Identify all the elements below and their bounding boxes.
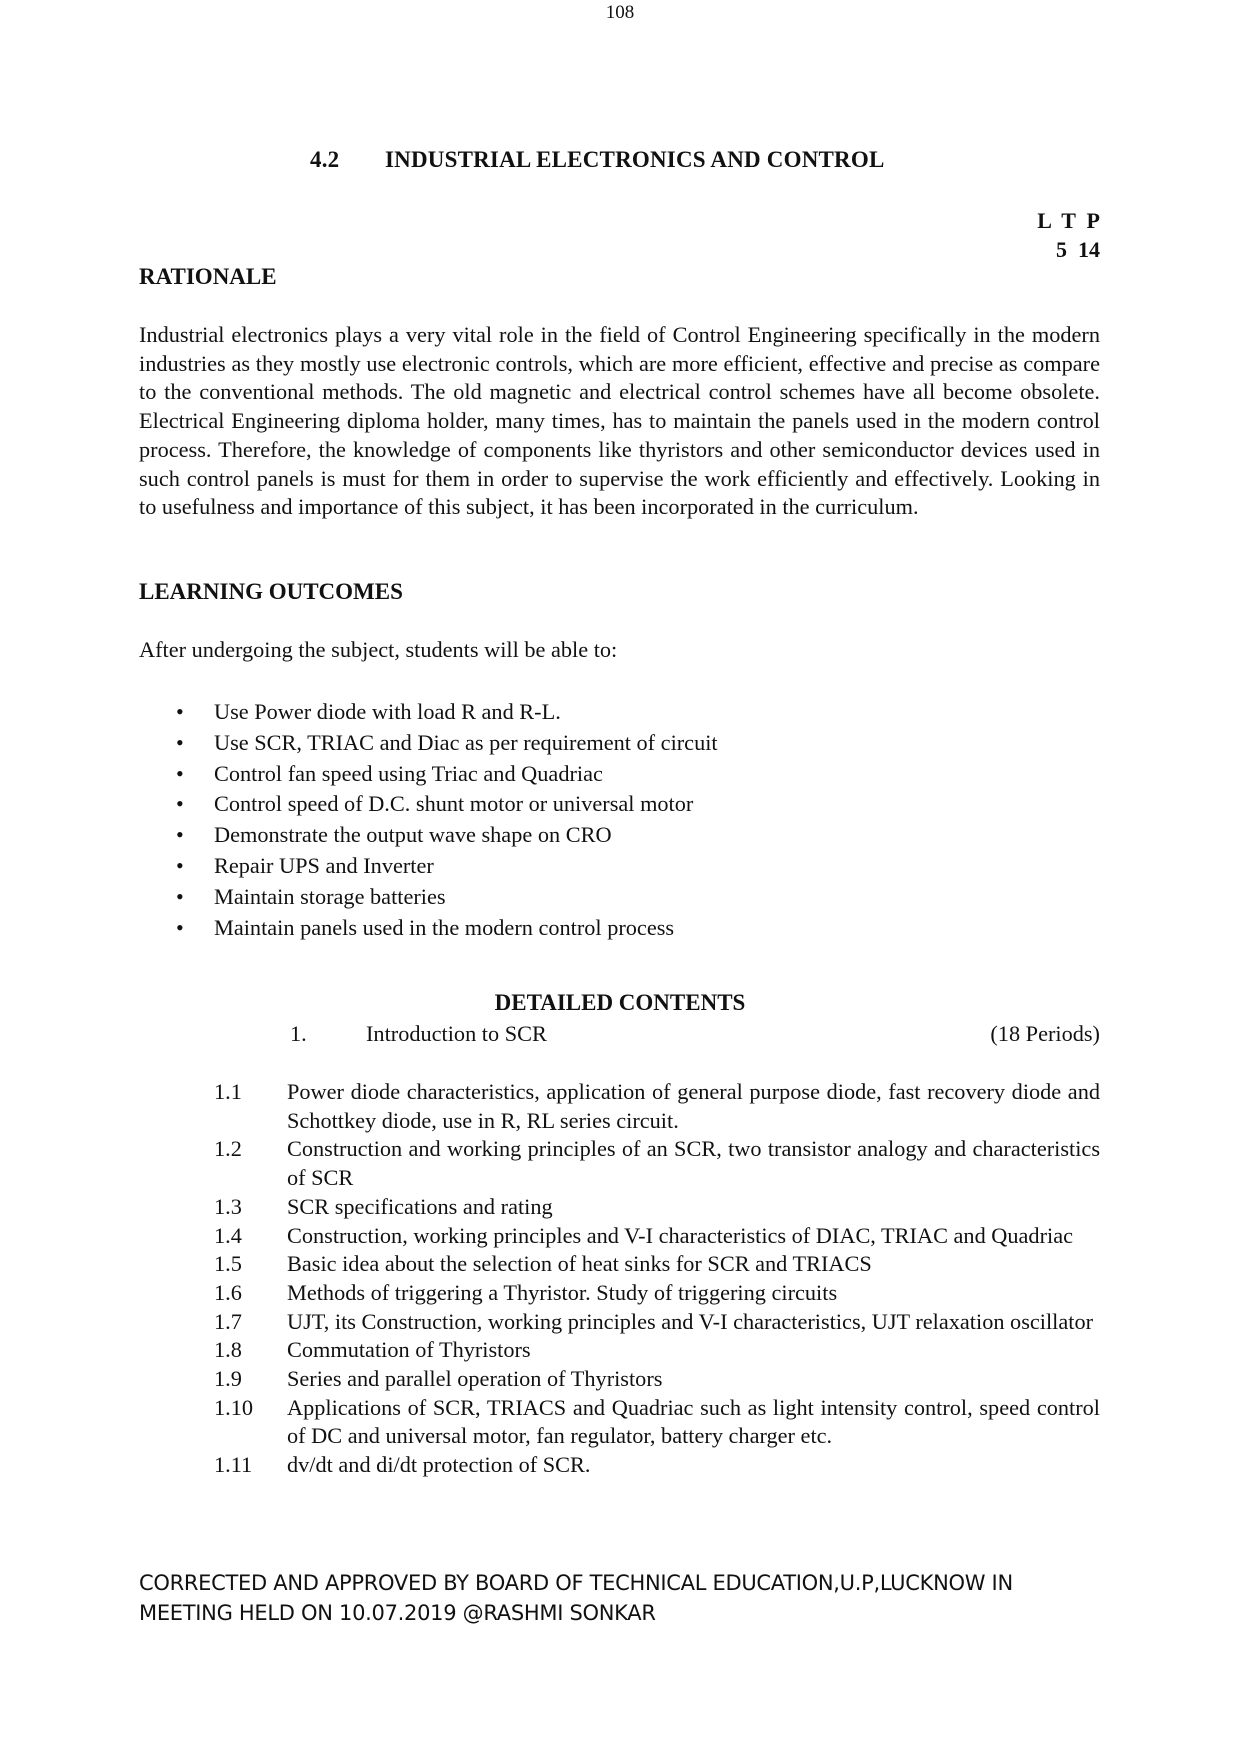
topic-number: 1.4 [214,1222,242,1248]
approval-footer [139,1568,1013,1628]
ltp-header: L T P [1037,208,1100,233]
footer-line-1: CORRECTED AND APPROVED BY BOARD OF TECHNICAL EDUCATION,U.P,LUCKNOW IN [139,1571,1013,1595]
topic-text: Commutation of Thyristors [287,1337,531,1363]
topic-text: SCR specifications and rating [287,1193,553,1219]
ltp-values: 5 14 [1056,237,1100,262]
topic-text: Power diode characteristics, application of general purpose diode, fast recovery diode and Schottkey diode, use in R, RL series circuit. [287,1079,1100,1133]
list-item: • Demonstrate the output wave shape on CRO [174,820,718,851]
learning-outcomes-list [174,697,718,943]
ltp-block [1000,206,1100,264]
section-title [310,147,885,173]
chapter-periods: (18 Periods) [990,1021,1100,1046]
topic-item [214,1451,1100,1480]
list-item: • Maintain storage batteries [174,882,718,913]
topic-number: 1.10 [214,1394,254,1420]
list-item: • Use Power diode with load R and R-L. [174,697,718,728]
list-item: • Control fan speed using Triac and Quadriac [174,759,718,790]
topic-item [214,1135,1100,1192]
topic-number: 1.9 [214,1366,242,1392]
list-item: • Maintain panels used in the modern control process [174,913,718,944]
topic-text: Series and parallel operation of Thyristors [287,1366,663,1392]
topic-item [214,1078,1100,1135]
list-item: • Repair UPS and Inverter [174,851,718,882]
detailed-contents-heading: DETAILED CONTENTS [494,990,746,1015]
topics-list [214,1078,1100,1480]
topic-item [214,1308,1100,1337]
topic-text: dv/dt and di/dt protection of SCR. [287,1452,591,1478]
topic-text: Methods of triggering a Thyristor. Study of triggering circuits [287,1279,838,1305]
topic-text: UJT, its Construction, working principles and V-I characteristics, UJT relaxation oscillator [287,1308,1094,1334]
topic-number: 1.3 [214,1193,242,1219]
topic-number: 1.8 [214,1337,242,1363]
topic-item [214,1279,1100,1308]
topic-item [214,1250,1100,1279]
topic-item [214,1365,1100,1394]
footer-line-2: MEETING HELD ON 10.07.2019 @RASHMI SONKAR [139,1601,656,1625]
list-item: • Use SCR, TRIAC and Diac as per requirement of circuit [174,728,718,759]
topic-item [214,1394,1100,1451]
rationale-heading: RATIONALE [139,264,277,289]
topic-number: 1.2 [214,1136,242,1162]
chapter-number: 1. [290,1021,307,1046]
topic-number: 1.6 [214,1279,242,1305]
learning-outcomes-heading: LEARNING OUTCOMES [139,579,403,604]
page-number: 108 [605,2,635,23]
topic-text: Applications of SCR, TRIACS and Quadriac such as light intensity control, speed control of DC and universal motor, fan regulator, battery charger etc. [287,1394,1100,1449]
section-title-text: INDUSTRIAL ELECTRONICS AND CONTROL [385,147,885,172]
topic-item [214,1222,1100,1251]
topic-number: 1.7 [214,1308,242,1334]
topic-number: 1.5 [214,1251,242,1277]
topic-number: 1.11 [214,1452,253,1478]
topic-item [214,1193,1100,1222]
topic-number: 1.1 [214,1079,242,1104]
section-number: 4.2 [310,147,340,172]
list-item: • Control speed of D.C. shunt motor or universal motor [174,789,718,820]
learning-outcomes-intro: After undergoing the subject, students will be able to: [139,637,618,662]
topic-item [214,1336,1100,1365]
chapter-title: Introduction to SCR [366,1021,547,1046]
topic-text: Basic idea about the selection of heat sinks for SCR and TRIACS [287,1251,872,1277]
topic-text: Construction, working principles and V-I characteristics of DIAC, TRIAC and Quadriac [287,1222,1073,1248]
rationale-paragraph: Industrial electronics plays a very vital role in the field of Control Engineering specifically in the modern industries as they mostly use electronic controls, which are more efficient, effective and precise as compare to the conventional methods. The old magnetic and electrical control schemes have all become obsolete. Electrical Engineering diploma holder, many times, has to maintain the panels used in the modern control process. Therefore, the knowledge of components like thyristors and other semiconductor devices used in such control panels is must for them in order to supervise the work efficiently and effectively. Looking in to usefulness and importance of this subject, it has been incorporated in the curriculum. [139,322,1100,520]
topic-text: Construction and working principles of an SCR, two transistor analogy and characteristics of SCR [287,1136,1100,1191]
